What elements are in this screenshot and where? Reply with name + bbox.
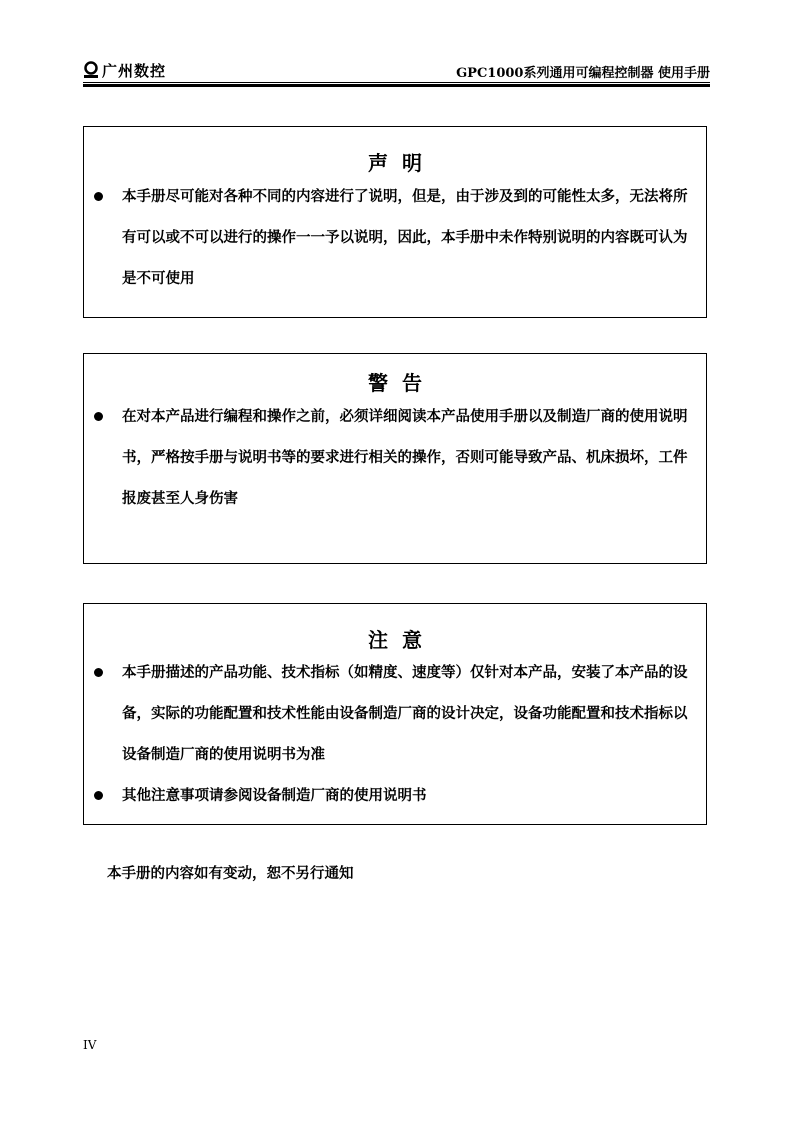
company-logo bbox=[83, 60, 166, 80]
document-title: GPC1000系列通用可编程控制器 使用手册 bbox=[456, 66, 710, 81]
warning-box bbox=[83, 353, 707, 564]
list-item bbox=[84, 177, 706, 300]
header-rule-thick bbox=[83, 84, 710, 87]
page-header bbox=[83, 56, 710, 84]
page-number: IV bbox=[83, 1038, 97, 1052]
gsk-logo-icon bbox=[83, 61, 99, 79]
list-item-text: 本手册尽可能对各种不同的内容进行了说明，但是，由于涉及到的可能性太多，无法将所有可以或不可以进行的操作一一予以说明，因此，本手册中未作特别说明的内容既可认为是不可使用 bbox=[122, 189, 688, 287]
warning-title: 警告 bbox=[368, 371, 436, 395]
bullet-icon bbox=[94, 412, 103, 421]
bullet-icon bbox=[94, 192, 103, 201]
header-rule-thin bbox=[83, 82, 710, 83]
logo-text: 广州数控 bbox=[102, 61, 167, 80]
bullet-icon bbox=[94, 668, 103, 677]
list-item bbox=[84, 397, 706, 520]
notice-box bbox=[83, 603, 707, 825]
declaration-box bbox=[83, 126, 707, 318]
list-item bbox=[84, 653, 706, 776]
declaration-title: 声明 bbox=[368, 151, 436, 175]
list-item-text: 本手册描述的产品功能、技术指标（如精度、速度等）仅针对本产品，安装了本产品的设备，实际的功能配置和技术性能由设备制造厂商的设计决定，设备功能配置和技术指标以设备制造厂商的使用说明书为准 bbox=[122, 665, 688, 763]
change-notice: 本手册的内容如有变动，恕不另行通知 bbox=[107, 866, 354, 882]
list-item-text: 其他注意事项请参阅设备制造厂商的使用说明书 bbox=[122, 788, 427, 804]
notice-title: 注意 bbox=[368, 628, 436, 652]
bullet-icon bbox=[94, 791, 103, 800]
list-item bbox=[84, 776, 706, 817]
list-item-text: 在对本产品进行编程和操作之前，必须详细阅读本产品使用手册以及制造厂商的使用说明书，严格按手册与说明书等的要求进行相关的操作，否则可能导致产品、机床损坏，工件报废甚至人身伤害 bbox=[122, 409, 688, 507]
